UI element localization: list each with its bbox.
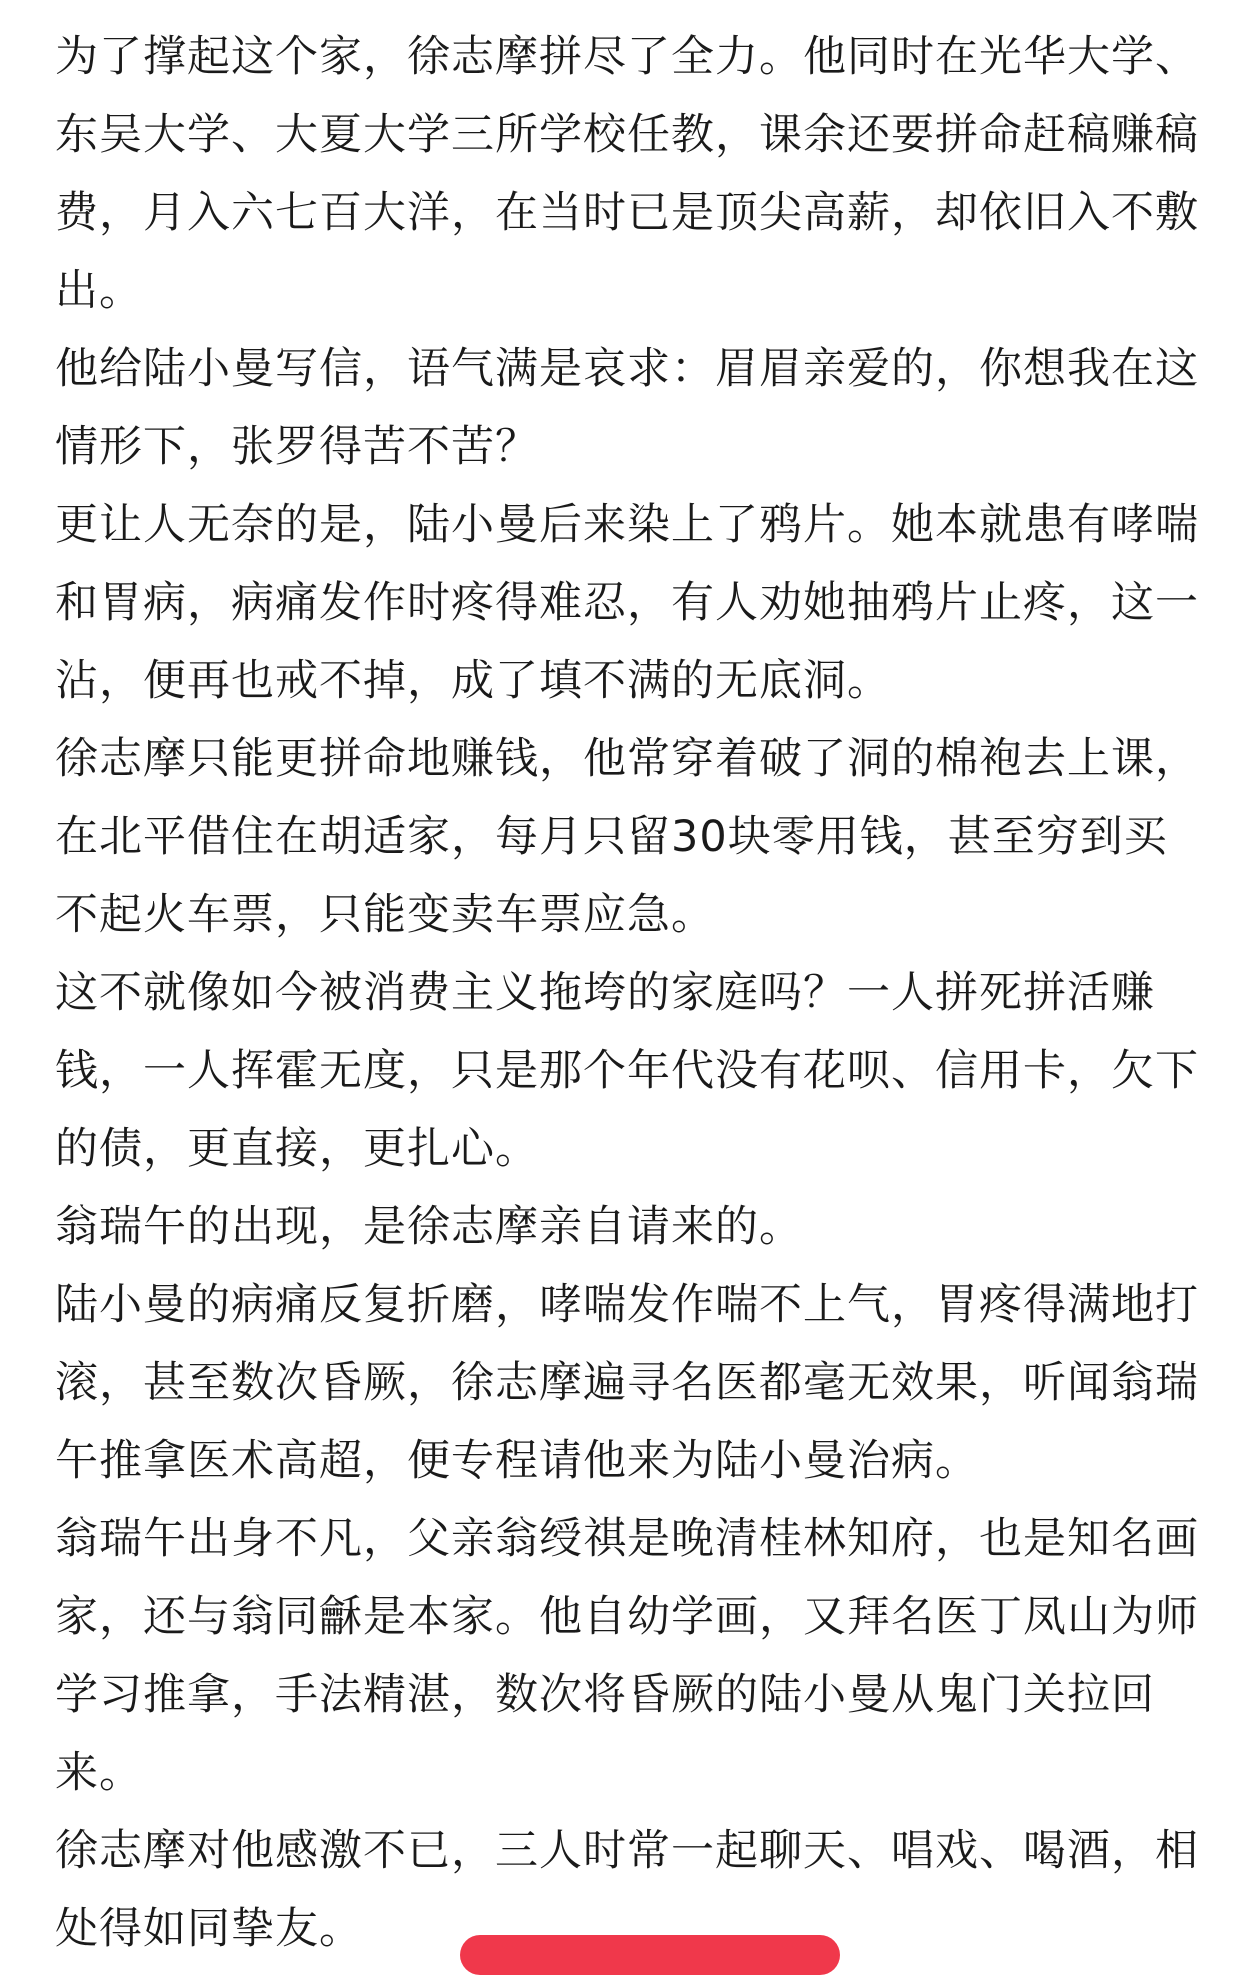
article-paragraph: 为了撑起这个家，徐志摩拼尽了全力。他同时在光华大学、东吴大学、大夏大学三所学校任教，课余还要拼命赶稿赚稿费，月入六七百大洋，在当时已是顶尖高薪，却依旧入不敷出。	[55, 32, 1199, 316]
article-paragraph: 翁瑞午的出现，是徐志摩亲自请来的。	[55, 1202, 803, 1252]
article-paragraph: 徐志摩只能更拼命地赚钱，他常穿着破了洞的棉袍去上课，在北平借住在胡适家，每月只留30块零用钱，甚至穷到买不起火车票，只能变卖车票应急。	[55, 734, 1199, 940]
article-paragraph: 更让人无奈的是，陆小曼后来染上了鸦片。她本就患有哮喘和胃病，病痛发作时疼得难忍，有人劝她抽鸦片止疼，这一沾，便再也戒不掉，成了填不满的无底洞。	[55, 500, 1199, 706]
article-paragraph: 这不就像如今被消费主义拖垮的家庭吗？一人拼死拼活赚钱，一人挥霍无度，只是那个年代没有花呗、信用卡，欠下的债，更直接，更扎心。	[55, 968, 1199, 1174]
article-paragraph: 陆小曼的病痛反复折磨，哮喘发作喘不上气，胃疼得满地打滚，甚至数次昏厥，徐志摩遍寻名医都毫无效果，听闻翁瑞午推拿医术高超，便专程请他来为陆小曼治病。	[55, 1280, 1199, 1486]
article-paragraph: 他给陆小曼写信，语气满是哀求：眉眉亲爱的，你想我在这情形下，张罗得苦不苦？	[55, 344, 1199, 472]
article-paragraph: 翁瑞午出身不凡，父亲翁绶祺是晚清桂林知府，也是知名画家，还与翁同龢是本家。他自幼学画，又拜名医丁凤山为师学习推拿，手法精湛，数次将昏厥的陆小曼从鬼门关拉回来。	[55, 1514, 1199, 1798]
article-body	[55, 18, 1205, 1968]
article-paragraph: 徐志摩对他感激不已，三人时常一起聊天、唱戏、喝酒，相处得如同挚友。	[55, 1826, 1199, 1954]
floating-action-button[interactable]	[460, 1935, 840, 1975]
